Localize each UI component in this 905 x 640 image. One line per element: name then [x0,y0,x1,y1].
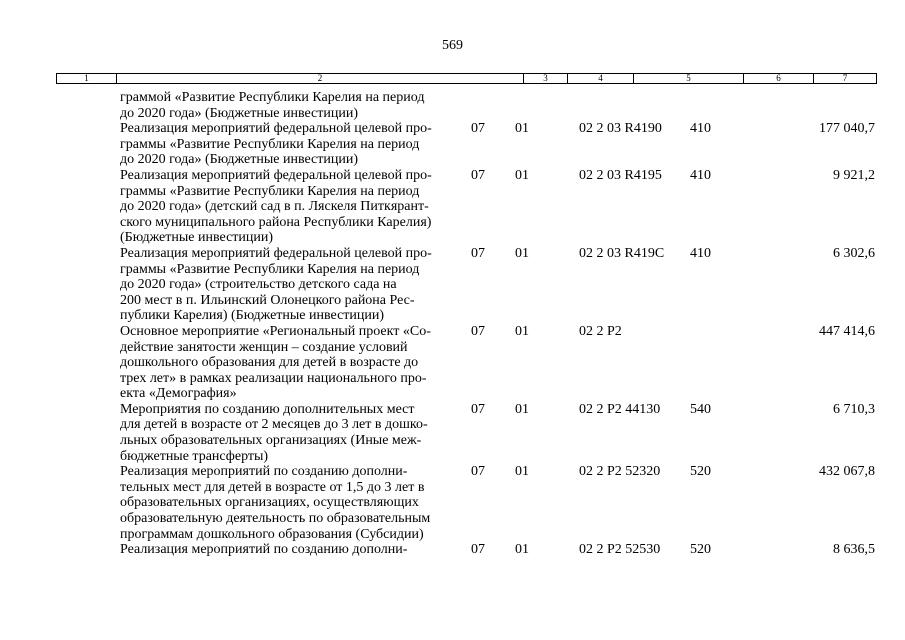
table-row [0,542,905,558]
description-line: 200 мест в п. Ильинский Олонецкого района Рес- [120,292,415,308]
row-description [120,90,465,121]
row-description [120,246,465,324]
description-line: программам дошкольного образования (Субсидии) [120,526,424,542]
expense-type-code: 410 [690,167,711,183]
subsection-code: 01 [515,464,529,480]
row-description [120,402,465,464]
expense-type-code: 520 [690,542,711,558]
row-description [120,168,465,246]
page-number: 569 [442,38,463,53]
column-header-2: 2 [116,74,523,83]
description-line: публики Карелия) (Бюджетные инвестиции) [120,308,385,324]
description-line: бюджетные трансферты) [120,448,269,464]
target-article-code: 02 2 P2 52320 [579,464,661,480]
table-row [0,90,905,121]
amount: 6 302,6 [833,245,875,261]
row-description [120,542,465,558]
description-line: Реализация мероприятий по созданию дополни- [120,542,408,558]
target-article-code: 02 2 P2 52530 [579,542,661,558]
section-code: 07 [471,401,485,417]
subsection-code: 01 [515,245,529,261]
section-code: 07 [471,323,485,339]
subsection-code: 01 [515,401,529,417]
description-line: образовательных организациях, осуществляющих [120,495,419,511]
description-line: тельных мест для детей в возрасте от 1,5 до 3 лет в [120,479,425,495]
expense-type-code: 410 [690,245,711,261]
target-article-code: 02 2 P2 44130 [579,401,661,417]
row-description [120,464,465,542]
description-line: Реализация мероприятий федеральной целевой про- [120,167,432,183]
column-header-5: 5 [633,74,743,83]
description-line: для детей в возрасте от 2 месяцев до 3 лет в дошко- [120,417,428,433]
subsection-code: 01 [515,121,529,137]
table-row [0,402,905,464]
amount: 6 710,3 [833,401,875,417]
description-line: граммы «Развитие Республики Карелия на период [120,183,420,199]
subsection-code: 01 [515,167,529,183]
description-line: действие занятости женщин – создание условий [120,339,408,355]
amount: 9 921,2 [833,167,875,183]
table-row [0,246,905,324]
description-line: до 2020 года» (Бюджетные инвестиции) [120,152,358,168]
column-header-1: 1 [84,73,89,83]
table-row [0,464,905,542]
table-row [0,324,905,402]
row-description [120,121,465,168]
description-line: Реализация мероприятий федеральной целевой про- [120,121,432,137]
table-body [0,90,905,558]
description-line: дошкольного образования для детей в возрасте до [120,355,419,371]
amount: 177 040,7 [819,121,875,137]
table-row [0,121,905,168]
description-line: граммы «Развитие Республики Карелия на период [120,261,420,277]
section-code: 07 [471,167,485,183]
row-description [120,324,465,402]
description-line: (Бюджетные инвестиции) [120,230,274,246]
description-line: екта «Демография» [120,386,237,402]
description-line: Мероприятия по созданию дополнительных мест [120,401,415,417]
description-line: до 2020 года» (строительство детского сада на [120,277,397,293]
expense-type-code: 410 [690,121,711,137]
description-line: льных образовательных организациях (Иные меж- [120,433,422,449]
description-line: Реализация мероприятий по созданию дополни- [120,464,408,480]
amount: 432 067,8 [819,464,875,480]
table-row [0,168,905,246]
section-code: 07 [471,542,485,558]
description-line: трех лет» в рамках реализации национального про- [120,370,427,386]
column-header-6: 6 [743,74,813,83]
section-code: 07 [471,245,485,261]
target-article-code: 02 2 03 R4195 [579,167,662,183]
subsection-code: 01 [515,542,529,558]
column-header-3: 3 [523,74,567,83]
description-line: граммой «Развитие Республики Карелия на период [120,90,425,105]
description-line: ского муниципального района Республики Карелия) [120,214,432,230]
column-header-7: 7 [813,74,876,83]
subsection-code: 01 [515,323,529,339]
description-line: до 2020 года» (Бюджетные инвестиции) [120,105,358,121]
target-article-code: 02 2 03 R419C [579,245,665,261]
target-article-code: 02 2 P2 [579,323,622,339]
table-header-row [56,73,877,84]
description-line: образовательную деятельность по образовательным [120,511,431,527]
expense-type-code: 540 [690,401,711,417]
amount: 447 414,6 [819,323,875,339]
amount: 8 636,5 [833,542,875,558]
description-line: до 2020 года» (детский сад в п. Ляскеля Питкярант- [120,199,429,215]
section-code: 07 [471,121,485,137]
section-code: 07 [471,464,485,480]
description-line: граммы «Развитие Республики Карелия на период [120,136,420,152]
column-header-4: 4 [567,74,633,83]
description-line: Реализация мероприятий федеральной целевой про- [120,245,432,261]
description-line: Основное мероприятие «Региональный проект «Со- [120,323,431,339]
expense-type-code: 520 [690,464,711,480]
target-article-code: 02 2 03 R4190 [579,121,662,137]
